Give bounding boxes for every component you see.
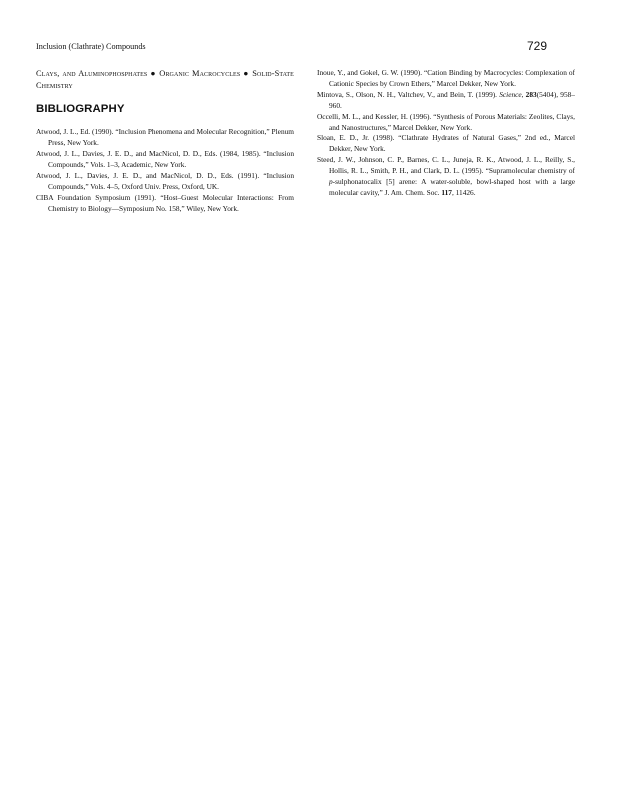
- journal-title: Science,: [499, 89, 524, 99]
- see-also-item[interactable]: Clays, and Aluminophosphates: [36, 69, 148, 78]
- right-column: [317, 68, 575, 199]
- reference-entry: Sloan, E. D., Jr. (1998). “Clathrate Hydrates of Natural Gases,” 2nd ed., Marcel Dekker, New York.: [317, 133, 575, 154]
- reference-pages: , 11426.: [451, 187, 476, 197]
- running-head: Inclusion (Clathrate) Compounds: [36, 42, 146, 51]
- reference-entry: Inoue, Y., and Gokel, G. W. (1990). “Cation Binding by Macrocycles: Complexation of Cationic Species by Crown Ethers,” Marcel Dekker, New York.: [317, 68, 575, 88]
- bibliography-heading: BIBLIOGRAPHY: [36, 103, 125, 116]
- reference-entry: CIBA Foundation Symposium (1991). “Host–Guest Molecular Interactions: From Chemistry to Biology—Symposium No. 158,” Wiley, New York.: [36, 192, 294, 213]
- reference-entry: [317, 155, 575, 199]
- page-number: 729: [527, 39, 548, 53]
- reference-entry: [317, 90, 575, 112]
- see-also-item[interactable]: Organic Macrocycles: [159, 69, 241, 78]
- journal-volume: 283: [525, 89, 537, 99]
- see-also-item[interactable]: Solid-State Chemistry: [36, 69, 294, 90]
- reference-entry: Atwood, J. L., Davies, J. E. D., and MacNicol, D. D., Eds. (1984, 1985). “Inclusion Compounds,” Vols. 1–3, Academic, New York.: [36, 149, 294, 169]
- reference-entry: Occelli, M. L., and Kessler, H. (1996). “Synthesis of Porous Materials: Zeolites, Clays, and Nanostructures,” Marcel Dekker, New York.: [317, 111, 575, 132]
- reference-entry: Atwood, J. L., Ed. (1990). “Inclusion Phenomena and Molecular Recognition,” Plenum Press, New York.: [36, 127, 294, 148]
- bullet-icon: ●: [243, 69, 250, 78]
- reference-entry: Atwood, J. L., Davies, J. E. D., and MacNicol, D. D., Eds. (1991). “Inclusion Compounds,” Vols. 4–5, Oxford Univ. Press, Oxford, UK.: [36, 170, 294, 191]
- reference-text: -sulphonatocalix [5] arene: A water-soluble, bowl-shaped host with a large molecular cavity,” J. Am. Chem. Soc.: [329, 177, 575, 197]
- reference-authors: Mintova, S., Olson, N. H., Valtchev, V., and Bein, T. (1999).: [317, 89, 498, 99]
- bullet-icon: ●: [150, 69, 157, 78]
- reference-text: Steed, J. W., Johnson, C. P., Barnes, C. L., Juneja, R. K., Atwood, J. L., Reilly, S., Hollis, R. L., Smith, P. H., and Clark, D. L. (1995). “Supramolecular chemistry of: [317, 155, 575, 176]
- italic-p: p: [329, 177, 333, 187]
- see-also-list: [36, 68, 294, 91]
- journal-volume: 117: [441, 187, 452, 197]
- reference-pages: (5404), 958–960.: [329, 89, 575, 110]
- left-column: [36, 68, 294, 214]
